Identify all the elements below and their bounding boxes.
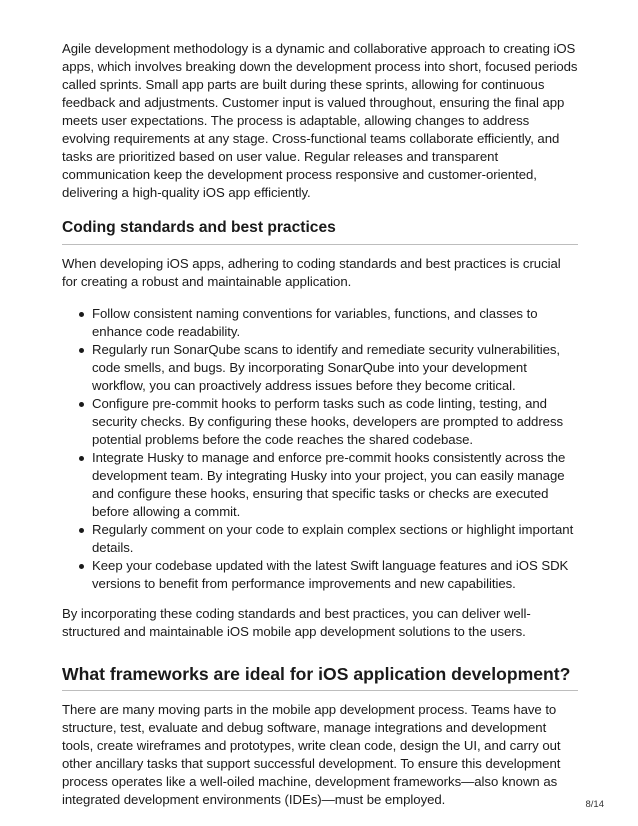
list-item [62, 305, 578, 341]
list-item-text: Integrate Husky to manage and enforce pre-commit hooks consistently across the development team. By integrating Husky into your project, you can easily manage and configure these hooks, ensuring that specific tasks or checks are executed before allowing a commit. [92, 450, 566, 519]
list-item-text: Follow consistent naming conventions for variables, functions, and classes to enhance code readability. [92, 306, 538, 339]
list-item-text: Regularly comment on your code to explain complex sections or highlight important details. [92, 522, 574, 555]
page-number: 8/14 [585, 799, 604, 810]
frameworks-paragraph: There are many moving parts in the mobile app development process. Teams have to structure, test, evaluate and debug software, manage integrations and development tools, create wireframes and prototypes, write clean code, design the UI, and carry out other ancillary tasks that support successful development. To ensure this development process operates like a well-oiled machine, development frameworks—also known as integrated development environments (IDEs)—must be employed. [62, 702, 561, 807]
bullet-icon [79, 312, 84, 317]
section-closing-paragraph: By incorporating these coding standards and best practices, you can deliver well-structured and maintainable iOS mobile app development solutions to the users. [62, 606, 531, 639]
bullet-icon [79, 348, 84, 353]
section-lead-paragraph: When developing iOS apps, adhering to coding standards and best practices is crucial for creating a robust and maintainable application. [62, 256, 561, 289]
best-practices-list [62, 305, 578, 593]
list-item [62, 521, 578, 557]
list-item [62, 557, 578, 593]
list-item [62, 449, 578, 521]
bullet-icon [79, 564, 84, 569]
list-item [62, 341, 578, 395]
list-item-text: Configure pre-commit hooks to perform tasks such as code linting, testing, and security checks. By configuring these hooks, developers are prompted to address potential problems before the code reaches the shared codebase. [92, 396, 564, 447]
document-page [62, 40, 578, 809]
section-heading-coding-standards: Coding standards and best practices [62, 218, 578, 245]
bullet-icon [79, 402, 84, 407]
intro-paragraph: Agile development methodology is a dynamic and collaborative approach to creating iOS apps, which involves breaking down the development process into short, focused periods called sprints. Small app parts are built during these sprints, allowing for continuous feedback and adjustments. Customer input is valued throughout, ensuring the final app meets user expectations. The process is adaptable, allowing changes to address evolving requirements at any stage. Cross-functional teams collaborate efficiently, and tasks are prioritized based on user value. Regular releases and transparent communication keep the development process responsive and customer-oriented, delivering a high-quality iOS app efficiently. [62, 41, 578, 200]
bullet-icon [79, 456, 84, 461]
list-item-text: Keep your codebase updated with the latest Swift language features and iOS SDK versions to benefit from performance improvements and new capabilities. [92, 558, 569, 591]
bullet-icon [79, 528, 84, 533]
section-heading-frameworks: What frameworks are ideal for iOS application development? [62, 663, 578, 691]
list-item-text: Regularly run SonarQube scans to identify and remediate security vulnerabilities, code smells, and bugs. By incorporating SonarQube into your development workflow, you can proactively address issues before they become critical. [92, 342, 561, 393]
list-item [62, 395, 578, 449]
